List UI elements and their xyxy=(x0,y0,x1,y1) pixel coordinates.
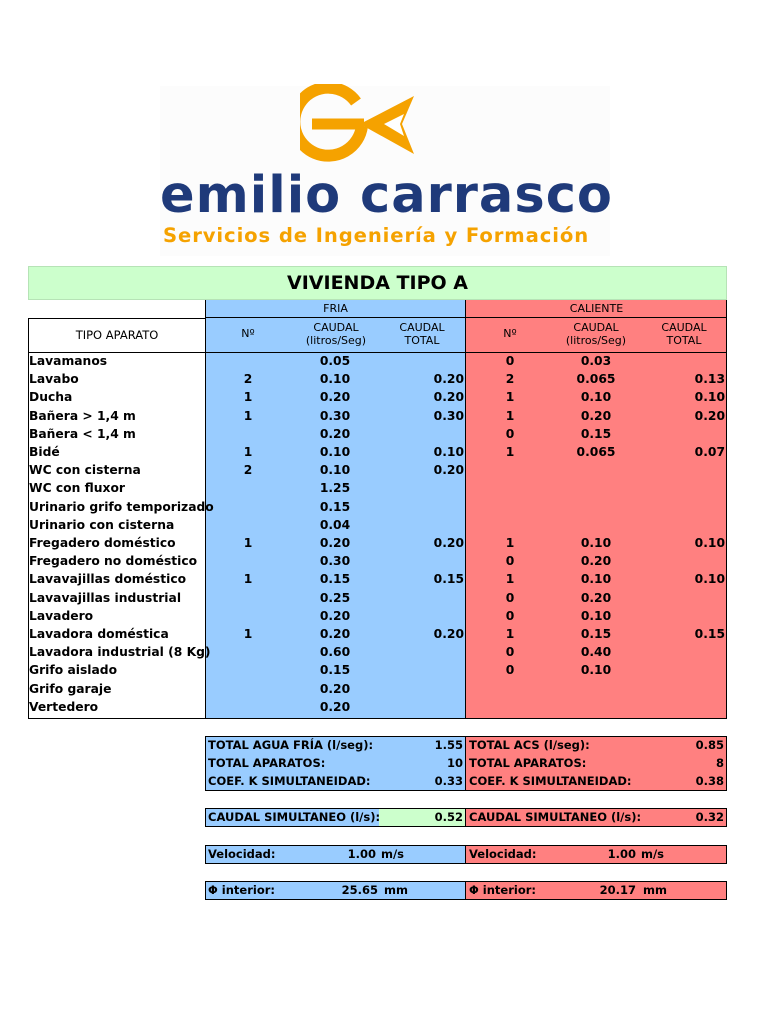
header-fria-total-line1: CAUDAL xyxy=(399,321,445,334)
table-row xyxy=(0,625,768,643)
header-fria-num: Nº xyxy=(241,327,255,340)
table-row xyxy=(0,479,768,497)
table-row xyxy=(0,680,768,698)
table-row xyxy=(0,643,768,661)
header-fria-total-line2: TOTAL xyxy=(404,334,440,347)
row-name: Fregadero no doméstico xyxy=(29,554,198,569)
header-row xyxy=(205,318,727,353)
row-caliente-caudal: 0.40 xyxy=(580,645,612,660)
row-caliente-caudal: 0.10 xyxy=(580,663,612,678)
page-title: VIVIENDA TIPO A xyxy=(287,272,468,294)
row-name: Urinario grifo temporizado xyxy=(29,499,214,514)
row-caliente-caudal: 0.20 xyxy=(580,408,612,423)
row-fria-total: 0.20 xyxy=(433,463,464,478)
coef-caliente-label: COEF. K SIMULTANEIDAD: xyxy=(469,774,632,788)
row-fria-num: 1 xyxy=(243,536,253,550)
diametro-caliente-unit: mm xyxy=(643,883,667,897)
row-name: Vertedero xyxy=(29,699,99,714)
row-fria-caudal: 0.20 xyxy=(319,426,351,441)
row-fria-caudal: 0.05 xyxy=(319,354,351,368)
row-name: Lavadero xyxy=(29,608,94,623)
row-caliente-caudal: 0.10 xyxy=(580,572,612,587)
row-caliente-caudal: 0.20 xyxy=(580,590,612,605)
row-name: Lavavajillas industrial xyxy=(29,590,182,605)
row-fria-caudal: 0.20 xyxy=(319,390,351,405)
header-caliente-num: Nº xyxy=(503,327,517,340)
row-caliente-num: 1 xyxy=(505,445,515,459)
header-caliente-total-line1: CAUDAL xyxy=(661,321,707,334)
row-caliente-num: 1 xyxy=(505,408,515,423)
row-fria-num: 1 xyxy=(243,445,253,459)
row-fria-total: 0.30 xyxy=(433,408,464,423)
row-fria-num: 1 xyxy=(243,627,253,641)
header-caliente-total-line2: TOTAL xyxy=(666,334,702,347)
header-fria-total xyxy=(390,321,454,347)
header-fria-caudal-line2: (litros/Seg) xyxy=(305,334,367,347)
velocidad-fria-value: 1.00 xyxy=(347,847,376,861)
row-name: WC con cisterna xyxy=(29,463,141,478)
row-fria-caudal: 1.25 xyxy=(319,481,351,496)
row-caliente-caudal: 0.065 xyxy=(576,372,616,387)
row-fria-num: 1 xyxy=(243,390,253,405)
diametro-fria-unit: mm xyxy=(384,883,408,897)
table-row xyxy=(0,589,768,607)
row-fria-total: 0.20 xyxy=(433,372,464,387)
row-fria-caudal: 0.20 xyxy=(319,608,351,623)
row-fria-caudal: 0.15 xyxy=(319,499,351,514)
row-caliente-caudal: 0.20 xyxy=(580,554,612,569)
header-caliente: CALIENTE xyxy=(466,300,727,318)
table-row xyxy=(0,425,768,443)
row-fria-total: 0.20 xyxy=(433,536,464,550)
row-fria-caudal: 0.20 xyxy=(319,627,351,641)
row-caliente-caudal: 0.03 xyxy=(580,354,612,368)
velocidad-fria-label: Velocidad: xyxy=(208,847,276,861)
row-caliente-caudal: 0.10 xyxy=(580,390,612,405)
row-fria-caudal: 0.15 xyxy=(319,663,351,678)
row-fria-caudal: 0.20 xyxy=(319,699,351,714)
table-row xyxy=(0,516,768,534)
row-caliente-total: 0.07 xyxy=(694,445,725,459)
header-fria: FRIA xyxy=(205,300,466,318)
total-fria-value: 1.55 xyxy=(434,738,463,752)
row-caliente-num: 1 xyxy=(505,536,515,550)
row-fria-total: 0.10 xyxy=(433,445,464,459)
row-caliente-num: 0 xyxy=(505,354,515,368)
row-caliente-num: 0 xyxy=(505,645,515,660)
table-row xyxy=(0,498,768,516)
header-caliente-caudal xyxy=(558,321,634,347)
row-name: Grifo aislado xyxy=(29,663,118,678)
table-row xyxy=(0,407,768,425)
header-tipo: TIPO APARATO xyxy=(75,328,159,342)
table-row xyxy=(0,352,768,370)
simultaneo-caliente-label: CAUDAL SIMULTANEO (l/s): xyxy=(469,810,642,824)
row-caliente-num: 0 xyxy=(505,426,515,441)
velocidad-fria-unit: m/s xyxy=(381,847,405,861)
simultaneo-fria-value: 0.52 xyxy=(434,810,463,824)
row-fria-num: 2 xyxy=(243,463,253,478)
table-row xyxy=(0,661,768,679)
total-caliente-label: TOTAL ACS (l/seg): xyxy=(469,738,590,752)
header-fria-caudal xyxy=(298,321,374,347)
header-caliente-caudal-line2: (litros/Seg) xyxy=(565,334,627,347)
row-fria-caudal: 0.10 xyxy=(319,372,351,387)
row-fria-total: 0.20 xyxy=(433,390,464,405)
row-caliente-num: 1 xyxy=(505,572,515,587)
row-caliente-num: 0 xyxy=(505,663,515,678)
coef-fria-label: COEF. K SIMULTANEIDAD: xyxy=(208,774,371,788)
velocidad-caliente-label: Velocidad: xyxy=(469,847,537,861)
simultaneo-caliente-value: 0.32 xyxy=(695,810,724,824)
row-fria-caudal: 0.15 xyxy=(319,572,351,587)
aparatos-caliente-value: 8 xyxy=(715,756,724,770)
row-name: Lavavajillas doméstico xyxy=(29,572,187,587)
table-row xyxy=(0,388,768,406)
row-fria-caudal: 0.60 xyxy=(319,645,351,660)
logo-mark-icon xyxy=(300,84,420,164)
page-title-bar xyxy=(28,266,727,300)
row-fria-num: 1 xyxy=(243,408,253,423)
row-caliente-total: 0.10 xyxy=(694,536,725,550)
row-fria-caudal: 0.30 xyxy=(319,554,351,569)
row-caliente-num: 0 xyxy=(505,554,515,569)
row-caliente-num: 2 xyxy=(505,372,515,387)
table-row xyxy=(0,370,768,388)
coef-fria-value: 0.33 xyxy=(434,774,463,788)
row-fria-caudal: 0.10 xyxy=(319,463,351,478)
row-fria-num: 2 xyxy=(243,372,253,387)
table-row xyxy=(0,570,768,588)
row-caliente-caudal: 0.065 xyxy=(576,445,616,459)
table-row xyxy=(0,698,768,716)
velocidad-caliente-unit: m/s xyxy=(641,847,665,861)
row-name: Bañera > 1,4 m xyxy=(29,408,136,423)
total-caliente-value: 0.85 xyxy=(695,738,724,752)
row-name: Ducha xyxy=(29,390,73,405)
row-name: Grifo garaje xyxy=(29,681,112,696)
row-fria-total: 0.20 xyxy=(433,627,464,641)
table-row xyxy=(0,443,768,461)
aparatos-fria-value: 10 xyxy=(446,756,463,770)
row-fria-num: 1 xyxy=(243,572,253,587)
header-caliente-total xyxy=(652,321,716,347)
table-row xyxy=(0,552,768,570)
row-caliente-total: 0.20 xyxy=(694,408,725,423)
row-name: Fregadero doméstico xyxy=(29,536,176,550)
coef-caliente-value: 0.38 xyxy=(695,774,724,788)
aparatos-caliente-label: TOTAL APARATOS: xyxy=(469,756,587,770)
table-row xyxy=(0,534,768,552)
diametro-fria-value: 25.65 xyxy=(341,883,378,897)
row-fria-caudal: 0.25 xyxy=(319,590,351,605)
row-caliente-total: 0.10 xyxy=(694,572,725,587)
row-fria-total: 0.15 xyxy=(433,572,464,587)
row-fria-caudal: 0.30 xyxy=(319,408,351,423)
diametro-caliente-label: Φ interior: xyxy=(469,883,536,897)
header-caliente-caudal-line1: CAUDAL xyxy=(573,321,619,334)
row-caliente-num: 0 xyxy=(505,590,515,605)
row-caliente-total: 0.15 xyxy=(694,627,725,641)
table-row xyxy=(0,607,768,625)
row-fria-caudal: 0.20 xyxy=(319,681,351,696)
row-caliente-num: 1 xyxy=(505,627,515,641)
header-tipo-box xyxy=(28,318,205,353)
velocidad-caliente-value: 1.00 xyxy=(607,847,636,861)
row-name: WC con fluxor xyxy=(29,481,125,496)
simultaneo-fria-label: CAUDAL SIMULTANEO (l/s): xyxy=(208,810,381,824)
row-name: Lavamanos xyxy=(29,354,108,368)
row-caliente-num: 0 xyxy=(505,608,515,623)
diametro-fria-label: Φ interior: xyxy=(208,883,275,897)
row-caliente-total: 0.13 xyxy=(694,372,725,387)
row-name: Bañera < 1,4 m xyxy=(29,426,136,441)
row-caliente-caudal: 0.15 xyxy=(580,627,612,641)
row-name: Urinario con cisterna xyxy=(29,517,175,532)
row-fria-caudal: 0.04 xyxy=(319,517,351,532)
row-fria-caudal: 0.10 xyxy=(319,445,351,459)
header-fria-caudal-line1: CAUDAL xyxy=(313,321,359,334)
logo-tagline: Servicios de Ingeniería y Formación xyxy=(163,224,590,247)
total-fria-label: TOTAL AGUA FRÍA (l/seg): xyxy=(208,738,374,752)
row-name: Lavabo xyxy=(29,372,79,387)
table-row xyxy=(0,461,768,479)
diametro-caliente-value: 20.17 xyxy=(599,883,636,897)
row-caliente-caudal: 0.10 xyxy=(580,608,612,623)
row-caliente-num: 1 xyxy=(505,390,515,405)
row-name: Bidé xyxy=(29,445,60,459)
logo-wordmark: emilio carrasco xyxy=(160,166,613,225)
row-caliente-total: 0.10 xyxy=(694,390,725,405)
row-name: Lavadora industrial (8 Kg) xyxy=(29,645,211,660)
row-name: Lavadora doméstica xyxy=(29,627,169,641)
row-caliente-caudal: 0.10 xyxy=(580,536,612,550)
row-caliente-caudal: 0.15 xyxy=(580,426,612,441)
row-fria-caudal: 0.20 xyxy=(319,536,351,550)
aparatos-fria-label: TOTAL APARATOS: xyxy=(208,756,326,770)
